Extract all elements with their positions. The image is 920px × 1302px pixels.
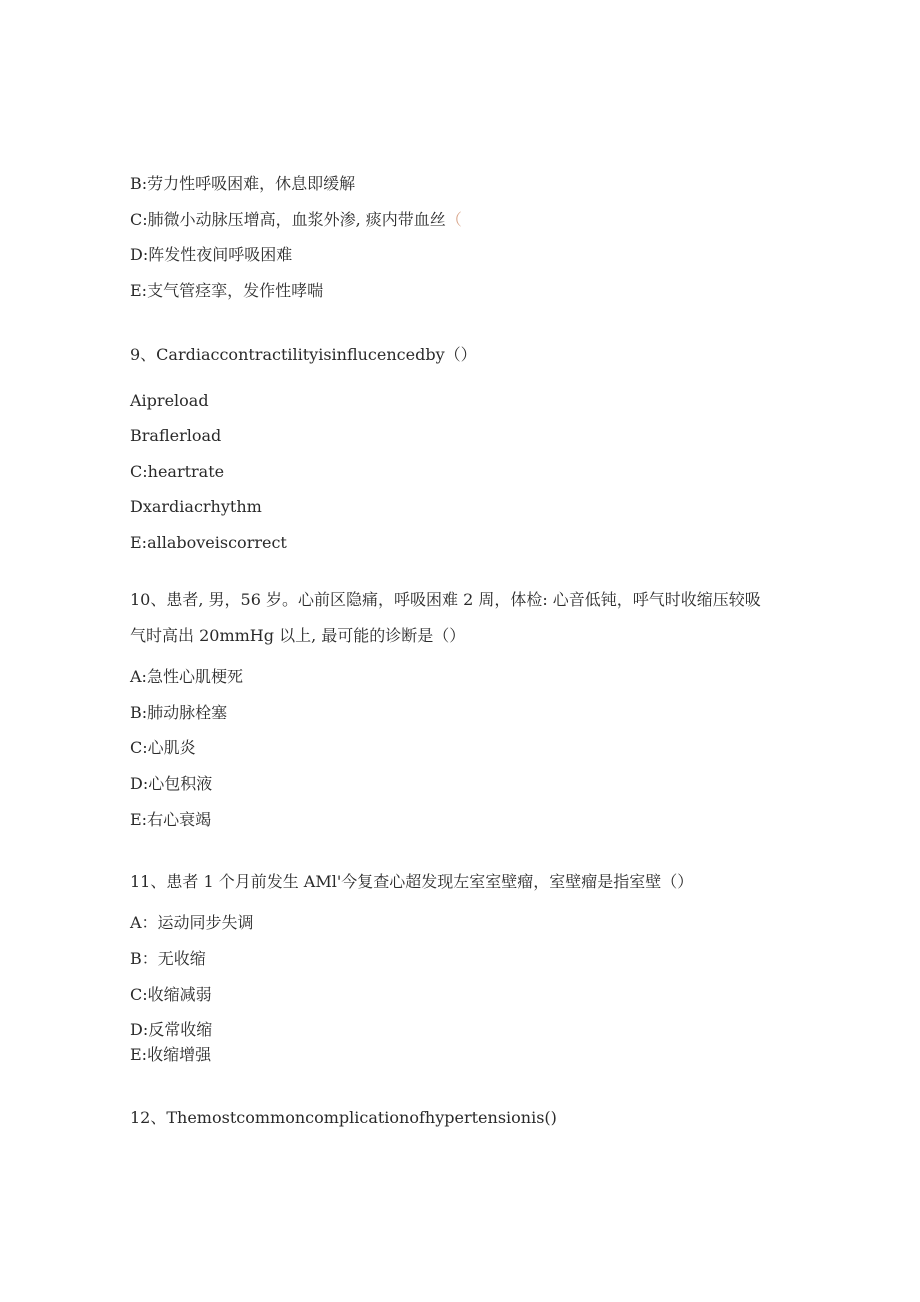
- option-b: B:肺动脉栓塞: [130, 703, 228, 722]
- option-c: [130, 210, 462, 230]
- option-c: C:心肌炎: [130, 738, 196, 757]
- option-d: D:心包积液: [130, 774, 213, 793]
- option-a: Aipreload: [130, 391, 209, 410]
- option-c: C:收缩减弱: [130, 985, 212, 1004]
- question-stem-line-2: 气时高出 20mmHg 以上, 最可能的诊断是（）: [130, 626, 466, 645]
- question-stem: 9、Cardiaccontractilityisinflucencedby（）: [130, 345, 477, 364]
- option-e: E:收缩增强: [130, 1045, 212, 1064]
- option-e: E:支气管痉挛，发作性哮喘: [130, 281, 324, 300]
- question-stem: 12、Themostcommoncomplicationofhypertensionis(): [130, 1108, 557, 1127]
- question-stem-line-1: 10、患者, 男，56 岁。心前区隐痛，呼吸困难 2 周，体检: 心音低钝，呼气时收缩压较吸: [130, 590, 761, 609]
- option-d: D:阵发性夜间呼吸困难: [130, 245, 293, 264]
- option-e: E:右心衰竭: [130, 810, 212, 829]
- option-b: B：无收缩: [130, 949, 206, 968]
- option-a: A:急性心肌梗死: [130, 667, 243, 686]
- option-b: B:劳力性呼吸困难，休息即缓解: [130, 174, 356, 193]
- option-d: Dxardiacrhythm: [130, 497, 262, 516]
- option-a: A：运动同步失调: [130, 913, 254, 932]
- option-e: E:allaboveiscorrect: [130, 533, 287, 552]
- option-b: Braflerload: [130, 426, 222, 445]
- option-c: C:heartrate: [130, 462, 225, 481]
- option-c-text: C:肺微小动脉压增高，血浆外渗, 痰内带血丝: [130, 210, 446, 229]
- question-stem: 11、患者 1 个月前发生 AMl'今复查心超发现左室室壁瘤，室壁瘤是指室壁（）: [130, 872, 694, 891]
- option-d: D:反常收缩: [130, 1020, 213, 1039]
- stray-bracket: （: [445, 210, 462, 229]
